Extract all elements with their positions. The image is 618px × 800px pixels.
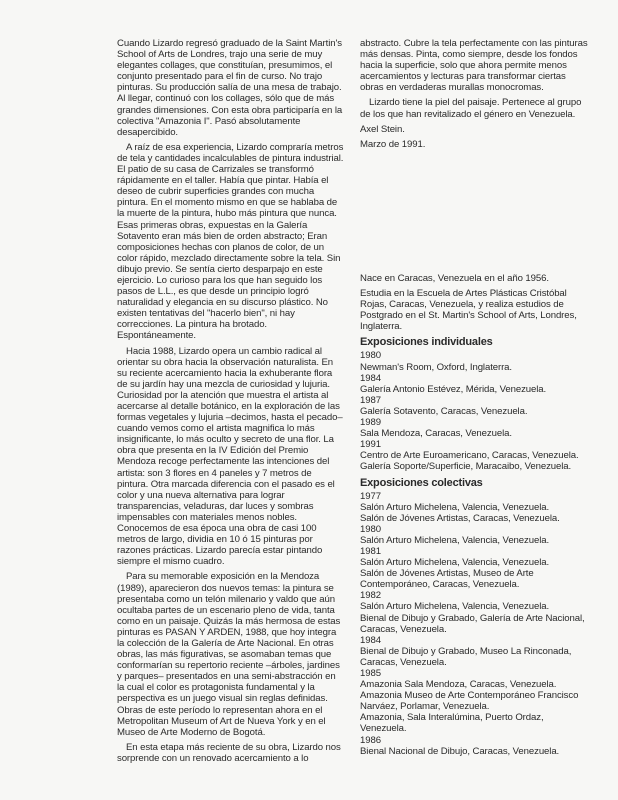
author-signature: Axel Stein. — [360, 123, 405, 135]
exhibition-entry: Salón Arturo Michelena, Valencia, Venezuela. — [360, 557, 550, 569]
individual-exhibitions-list — [360, 350, 590, 472]
exhibition-entry: Galería Sotavento, Caracas, Venezuela. — [360, 405, 528, 417]
essay-paragraph: Cuando Lizardo regresó graduado de la Saint Martin's School of Arts de Londres, trajo una serie de muy elegantes collages, que constituían, presumimos, el conjunto presentado para el fin de curso. No trajo pinturas. Su producción salía de una mesa de trabajo. Al llegar, continuó con los collages, sólo que de más grandes dimensiones. Con esta obra participaría en la colectiva "Amazonia I". Pasó absolutamente desapercibido. — [117, 38, 343, 138]
essay-column-left — [117, 38, 345, 768]
essay-paragraph: abstracto. Cubre la tela perfectamente con las pinturas más densas. Pinta, como siempre, desde los fondos hacia la superficie, solo que ahora permite menos acercamientos y lecturas para transformar ciertas obras en verdaderas murallas monocromas. — [360, 38, 588, 94]
essay-column-right — [360, 38, 590, 154]
exhibition-entry: Bienal de Dibujo y Grabado, Galería de Arte Nacional, Caracas, Venezuela. — [360, 612, 585, 635]
exhibition-year: 1982 — [360, 590, 381, 602]
essay-paragraph: Hacia 1988, Lizardo opera un cambio radical al orientar su obra hacia la observación naturalista. En su reciente acercamiento hacia la exhuberante flora de su jardín hay una mezcla de curiosidad y lujuria. Curiosidad por la atención que muestra el artista al acercarse al detalle botánico, en la exploración de las formas vegetales y lujuria –decimos, hasta el pecado– cuando vemos como el artista magnifica lo más insignificante, lo más oculto y secreto de una flor. La obra que presenta en la IV Edición del Premio Mendoza recoge perfectamente las intenciones del artista: son 3 flores en 4 paneles y 7 metros de pintura. Otra marcada diferencia con el pasado es el color y una nueva alternativa para lograr transparencias, veladuras, dar luces y sombras impensables con materiales menos nobles. Conocemos de esa época una obra de casi 100 metros de largo, dividia en 10 ó 15 pinturas por razones prácticas. Lizardo parecía estar pintando siempre el mismo cuadro. — [117, 345, 343, 568]
exhibition-entry: Salón de Jóvenes Artistas, Museo de Arte Contemporáneo, Caracas, Venezuela. — [360, 568, 534, 591]
individual-exhibitions-heading: Exposiciones individuales — [360, 336, 493, 349]
exhibition-entry: Galería Soporte/Superficie, Maracaibo, Venezuela. — [360, 461, 572, 473]
exhibition-entry: Sala Mendoza, Caracas, Venezuela. — [360, 428, 512, 440]
artist-biography — [360, 273, 590, 757]
exhibition-year: 1981 — [360, 545, 381, 557]
essay-paragraph: Lizardo tiene la piel del paisaje. Pertenece al grupo de los que han revitalizado el género en Venezuela. — [360, 97, 582, 120]
exhibition-entry: Amazonia Sala Mendoza, Caracas, Venezuela. — [360, 679, 557, 691]
exhibition-entry: Amazonia Museo de Arte Contemporáneo Francisco Narváez, Porlamar, Venezuela. — [360, 690, 579, 713]
exhibition-year: 1987 — [360, 394, 381, 406]
exhibition-year: 1985 — [360, 668, 381, 679]
essay-paragraph: En esta etapa más reciente de su obra, Lizardo nos sorprende con un renovado acercamiento a lo — [117, 741, 341, 764]
collective-exhibitions-list — [360, 491, 590, 757]
exhibition-year: 1977 — [360, 490, 381, 502]
exhibition-entry: Salón Arturo Michelena, Valencia, Venezuela. — [360, 501, 550, 513]
exhibition-entry: Salón Arturo Michelena, Valencia, Venezuela. — [360, 534, 550, 546]
exhibition-entry: Bienal de Dibujo y Grabado, Museo La Rinconada, Caracas, Venezuela. — [360, 645, 572, 668]
exhibition-entry: Galería Antonio Estévez, Mérida, Venezuela. — [360, 383, 547, 395]
exhibition-entry: Salón de Jóvenes Artistas, Caracas, Venezuela. — [360, 512, 560, 524]
collective-exhibitions-heading: Exposiciones colectivas — [360, 476, 483, 489]
signature-date: Marzo de 1991. — [360, 138, 426, 150]
exhibition-entry: Newman's Room, Oxford, Inglaterra. — [360, 361, 512, 373]
exhibition-year: 1980 — [360, 523, 381, 535]
exhibition-year: 1980 — [360, 350, 381, 362]
exhibition-year: 1991 — [360, 439, 381, 451]
exhibition-entry: Amazonia, Sala Interalúmina, Puerto Ordaz, Venezuela. — [360, 712, 544, 735]
exhibition-year: 1984 — [360, 634, 381, 646]
exhibition-entry: Bienal Nacional de Dibujo, Caracas, Venezuela. — [360, 745, 560, 757]
exhibition-year: 1986 — [360, 734, 381, 746]
exhibition-entry: Centro de Arte Euroamericano, Caracas, Venezuela. — [360, 450, 579, 462]
bio-line: Nace en Caracas, Venezuela en el año 1956. — [360, 273, 549, 284]
bio-line: Estudia en la Escuela de Artes Plásticas Cristóbal Rojas, Caracas, Venezuela, y realiza estudios de Postgrado en el St. Martin's School of Arts, Londres, Inglaterra. — [360, 288, 577, 333]
exhibition-year: 1989 — [360, 417, 381, 429]
exhibition-year: 1984 — [360, 372, 381, 384]
essay-paragraph: Para su memorable exposición en la Mendoza (1989), aparecieron dos nuevos temas: la pintura se presentaba como un telón milenario y valdo que aún ocultaba partes de un escenario pleno de vida, tanta como en un paisaje. Quizás la más hermosa de estas pinturas es PASAN Y ARDEN, 1988, que hoy integra la colección de la Galería de Arte Nacional. En otras obras, las más figurativas, se asomaban temas que conformarían su repertorio reciente –árboles, jardines y parques– presentados en una semi-abstracción en la cual el color es protagonista fundamental y la perspectiva es un juego visual sin reglas definidas. Obras de este período lo representan ahora en el Metropolitan Museum of Art de Nueva York y en el Museo de Arte Moderno de Bogotá. — [117, 571, 341, 738]
essay-paragraph: A raíz de esa experiencia, Lizardo compraría metros de tela y cantidades incalculables de pintura industrial. El patio de su casa de Carrizales se transformó rápidamente en el taller. Había que pintar. Había el deseo de cubrir superficies grandes con mucha pintura. En el momento mismo en que se hablaba de la muerte de la pintura, hubo más pintura que nunca. Esas primeras obras, expuestas en la Galería Sotavento eran más bien de orden abstracto; Eran composiciones hechas con planos de color, de un color rápido, mezclado directamente sobre la tela. Sin dibujo previo. Se sentía cierto desparpajo en este ejercicio. Lo curioso para los que han seguido los pasos de L.L., es que desde un principio logró naturalidad y elegancia en su discurso plástico. No existen tentativas del "hacerlo bien", ni hay correcciones. La pintura ha brotado. Espontáneamente. — [117, 141, 344, 342]
exhibition-entry: Salón Arturo Michelena, Valencia, Venezuela. — [360, 601, 550, 613]
